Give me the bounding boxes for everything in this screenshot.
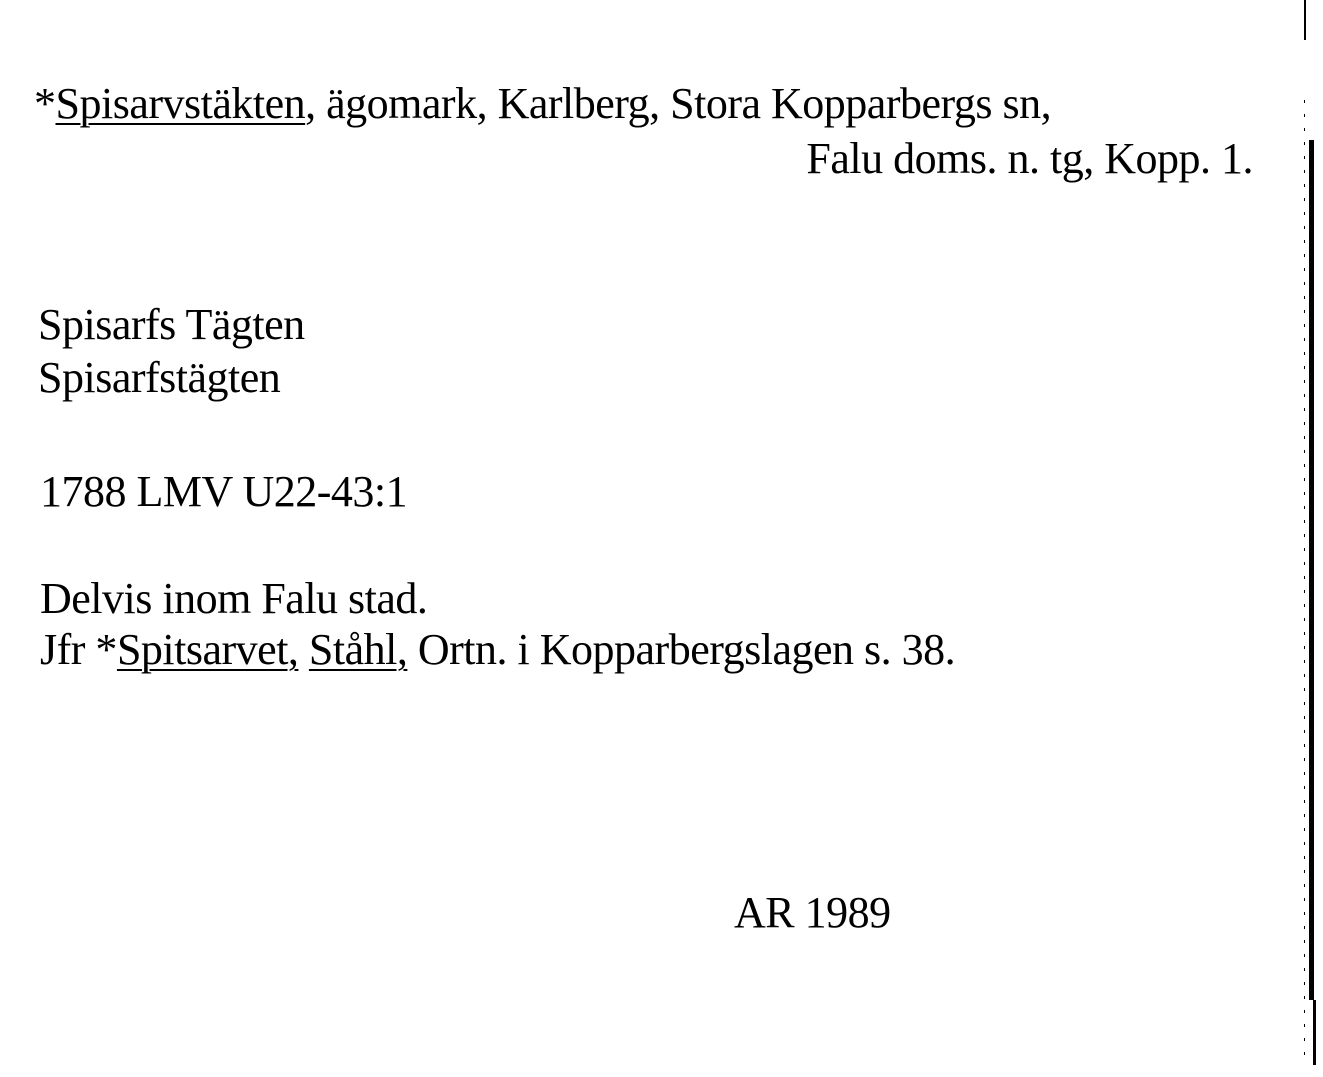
note-line-2 xyxy=(40,625,956,674)
spacer xyxy=(298,625,309,674)
cross-reference: Spitsarvet, xyxy=(116,625,299,674)
scan-edge-top xyxy=(1304,0,1306,40)
source-reference: 1788 LMV U22-43:1 xyxy=(40,467,408,516)
header-line-1 xyxy=(34,79,1052,128)
scan-edge-dots xyxy=(1304,100,1305,1060)
header-description: , ägomark, Karlberg, Stora Kopparbergs sn, xyxy=(305,79,1052,128)
asterisk-mark: * xyxy=(34,79,56,128)
scan-edge-bottom xyxy=(1313,1000,1316,1065)
compare-prefix: Jfr * xyxy=(40,625,117,674)
note-line-1: Delvis inom Falu stad. xyxy=(40,574,428,623)
author-name: Ståhl, xyxy=(308,625,408,674)
signature: AR 1989 xyxy=(734,888,891,937)
header-line-2: Falu doms. n. tg, Kopp. 1. xyxy=(806,134,1253,183)
scan-edge-border xyxy=(1309,140,1314,1000)
reference-detail: Ortn. i Kopparbergslagen s. 38. xyxy=(407,625,956,674)
variant-spelling-2: Spisarfstägten xyxy=(38,353,281,402)
headword: Spisarvstäkten xyxy=(55,79,306,128)
variant-spelling-1: Spisarfs Tägten xyxy=(38,300,305,349)
